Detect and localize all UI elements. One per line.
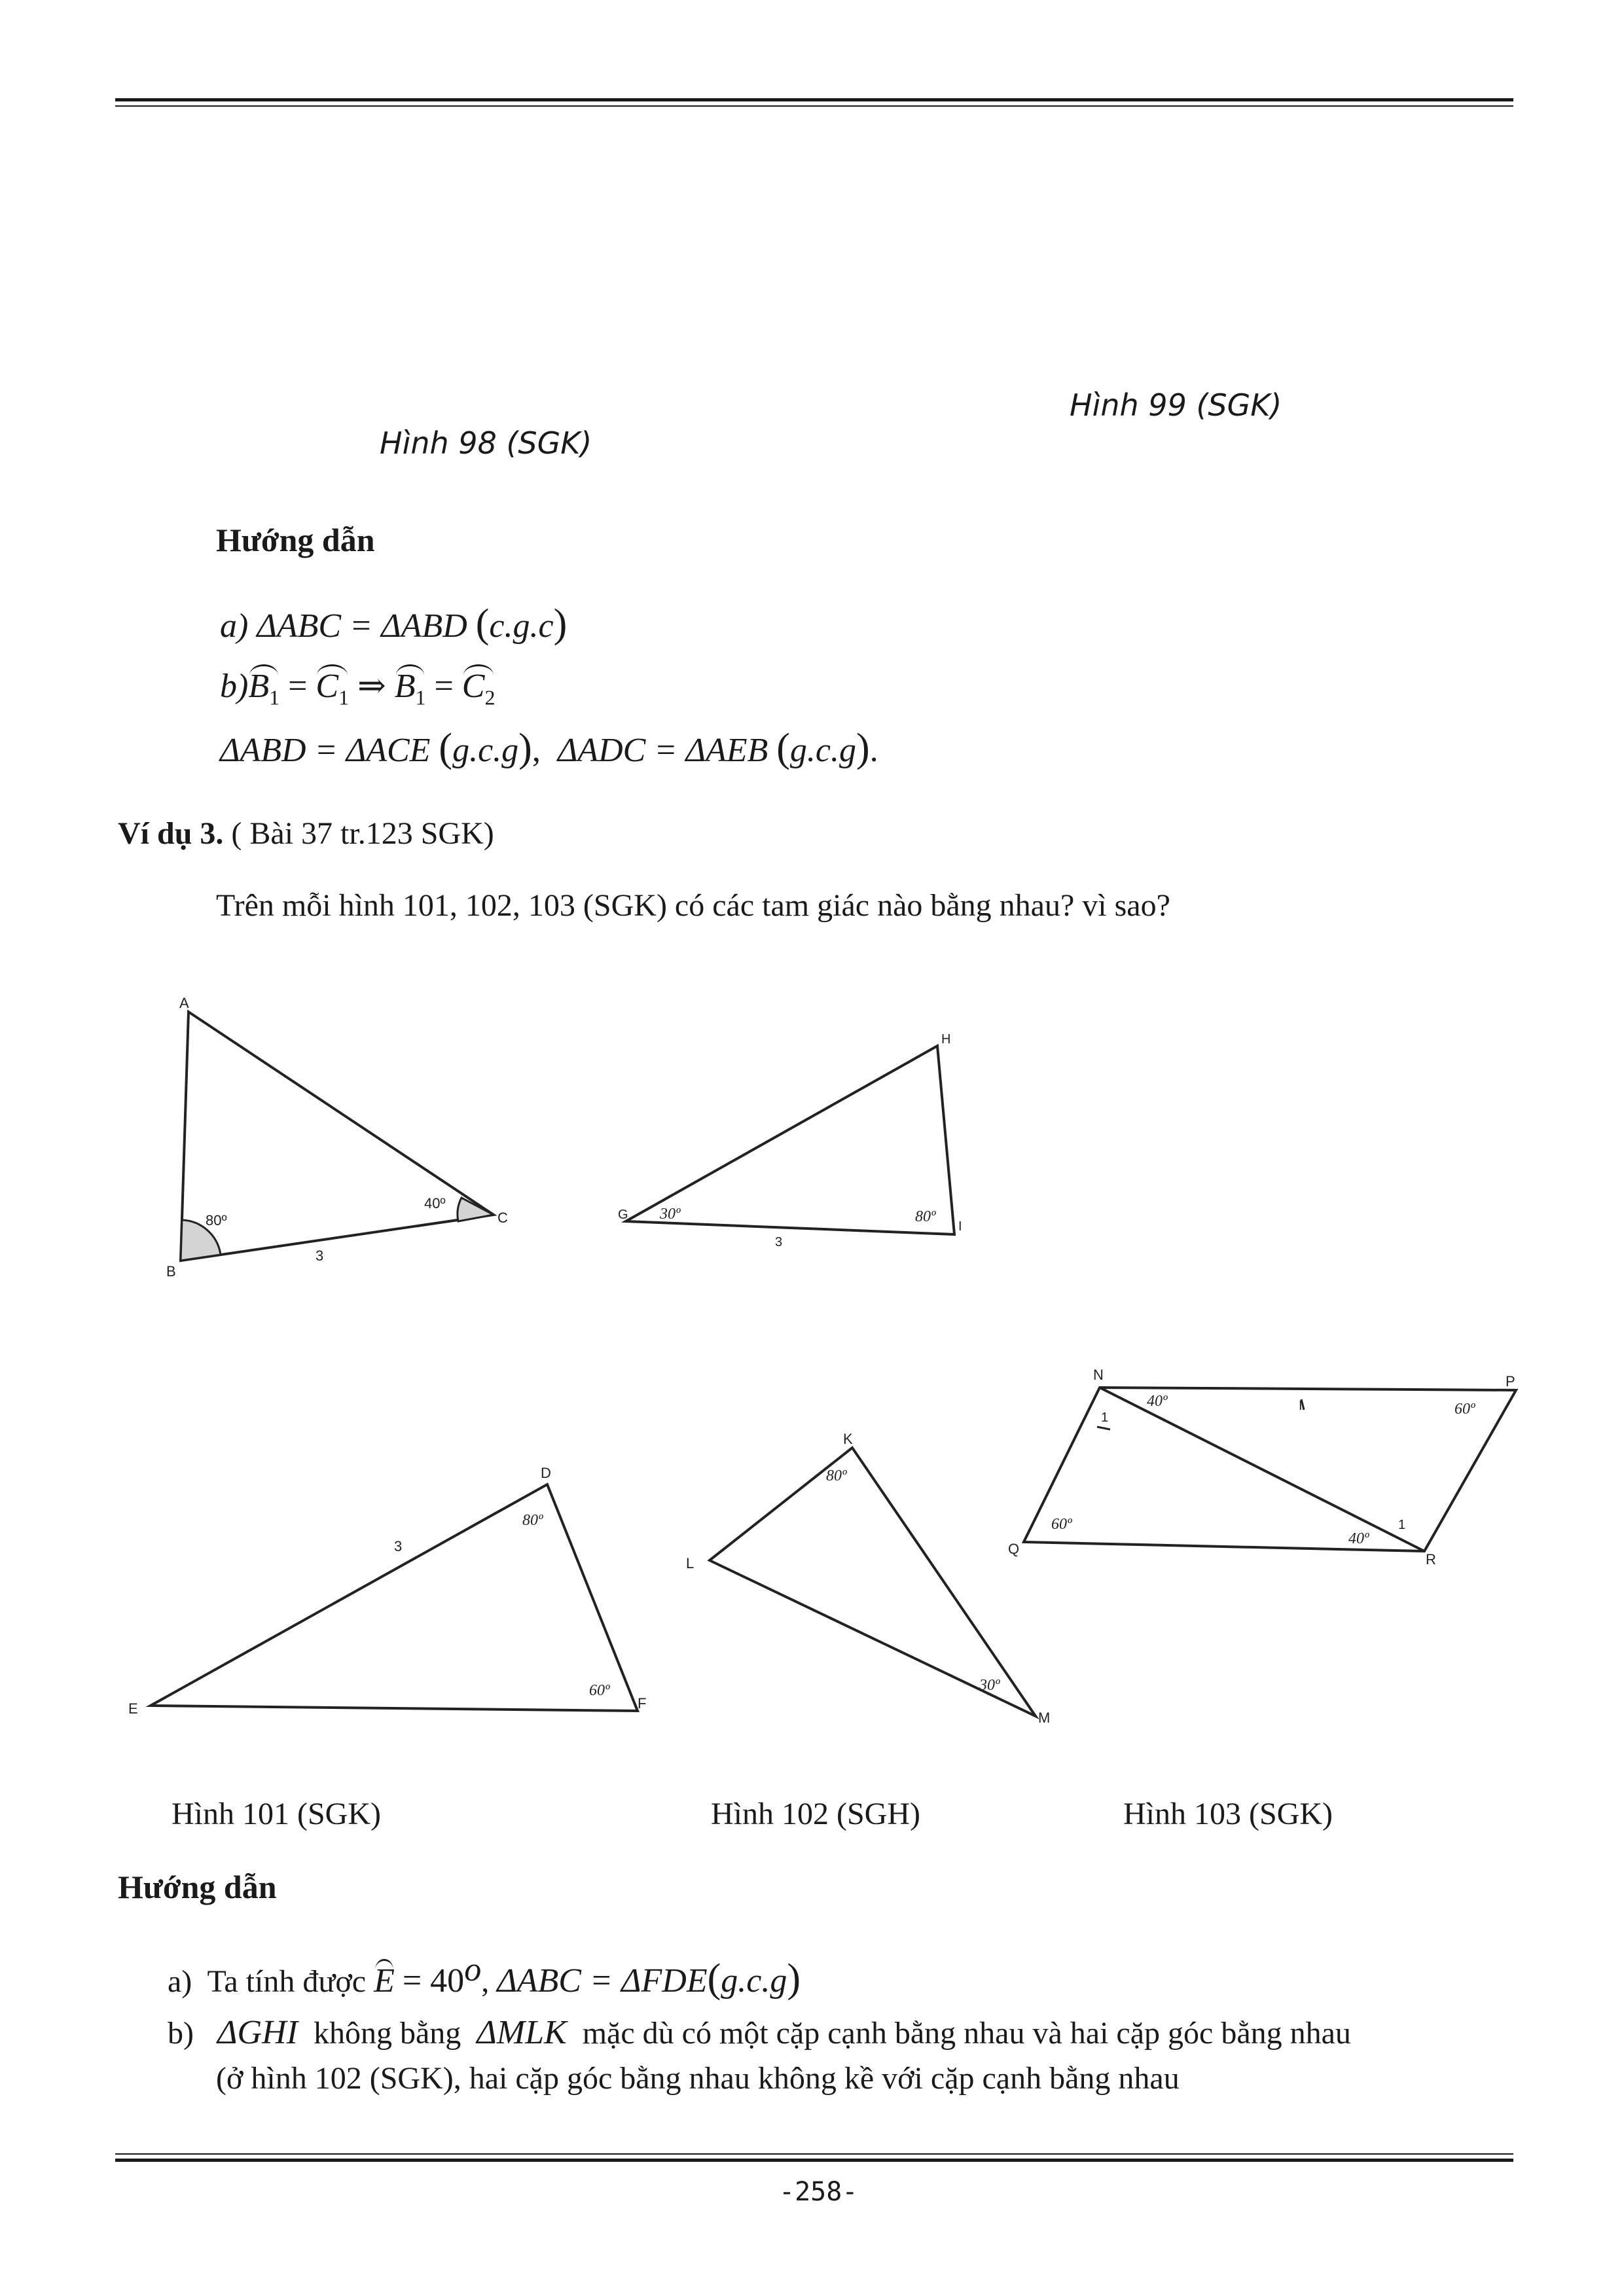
guide1-heading: Hướng dẫn <box>216 522 375 558</box>
b-text2: mặc dù có một cặp cạnh bằng nhau và hai cặp góc bằng nhau <box>582 2016 1351 2051</box>
line-c-eq1: ΔABD = ΔACE <box>220 732 431 769</box>
b-tri1: ΔGHI <box>217 2014 298 2051</box>
b-label: b) <box>168 2016 194 2051</box>
guide1-line-b: $b)B_1 = C_1$ ⇒ $B_1 = C_2$ <box>220 668 496 709</box>
caption-fig101: Hình 101 (SGK) <box>171 1797 381 1831</box>
mark-i: I <box>1299 1399 1303 1413</box>
angle-p: 60º <box>1454 1401 1475 1418</box>
label-h: H <box>941 1032 951 1047</box>
triangle-abc <box>181 1012 494 1261</box>
angle-c1: $C_1$ <box>316 668 350 709</box>
guide1-line-a: a) ΔABC = ΔABD (c.g.c) <box>220 601 568 646</box>
triangle-klm <box>710 1448 1036 1716</box>
label-b: B <box>166 1263 176 1280</box>
a-value: = 40 <box>402 1962 465 2000</box>
line-c-case2: g.c.g <box>789 732 856 769</box>
tick-nq <box>1097 1427 1110 1429</box>
label-c: C <box>497 1210 508 1226</box>
angle-c2: $C_2$ <box>461 668 496 709</box>
label-q: Q <box>1008 1541 1020 1557</box>
label-k: K <box>843 1431 853 1447</box>
a-label: a) <box>168 1964 192 1999</box>
label-f: F <box>638 1695 647 1712</box>
mark-n-1: 1 <box>1101 1410 1109 1425</box>
page-number: -258- <box>779 2177 858 2207</box>
guide2-line-a: a) Ta tính được $E = 40^o$, ΔABC = ΔFDE(g.c.g) <box>168 1951 801 2001</box>
example3-ref: ( Bài 37 tr.123 SGK) <box>231 816 494 851</box>
angle-e: E <box>374 1962 395 2000</box>
line-a-case: c.g.c <box>489 607 554 645</box>
angle-n: 40º <box>1147 1393 1168 1410</box>
line-a-label: a) <box>220 607 249 645</box>
label-a: A <box>179 995 189 1011</box>
angle-g: 30º <box>660 1206 681 1223</box>
label-r: R <box>1426 1551 1436 1568</box>
line-a-eq: ΔABC = ΔABD <box>257 607 467 645</box>
guide2-heading: Hướng dẫn <box>118 1869 277 1905</box>
diagonal-nr <box>1100 1388 1424 1551</box>
caption-fig103: Hình 103 (SGK) <box>1123 1797 1333 1831</box>
footer-rule-thin <box>115 2153 1513 2155</box>
guide1-line-c: ΔABD = ΔACE (g.c.g), ΔADC = ΔAEB (g.c.g). <box>220 726 878 770</box>
label-g: G <box>618 1208 628 1222</box>
b-tri2: ΔMLK <box>477 2014 567 2051</box>
quad-nprq <box>1024 1388 1516 1551</box>
label-i: I <box>958 1219 962 1234</box>
angle-b1: $B_1$ <box>248 668 280 709</box>
side-gi: 3 <box>775 1235 783 1249</box>
guide2-line-b2: (ở hình 102 (SGK), hai cặp góc bằng nhau không kề với cặp cạnh bằng nhau <box>216 2061 1180 2096</box>
angle-b1-2: $B_1$ <box>394 668 426 709</box>
a-deg: o <box>464 1951 482 1988</box>
angle-c: 40º <box>424 1195 446 1211</box>
example3-question: Trên mỗi hình 101, 102, 103 (SGK) có các tam giác nào bằng nhau? vì sao? <box>216 888 1170 923</box>
angle-m: 30º <box>979 1677 1000 1694</box>
a-case: g.c.g <box>721 1962 787 2000</box>
a-text: Ta tính được <box>207 1964 367 1999</box>
label-e: E <box>128 1700 138 1717</box>
label-p: P <box>1506 1373 1515 1390</box>
side-bc: 3 <box>316 1247 324 1264</box>
mark-r-1: 1 <box>1398 1518 1406 1532</box>
angle-b: 80º <box>206 1212 227 1229</box>
caption-fig99: Hình 99 (SGK) <box>1070 387 1282 423</box>
label-d: D <box>541 1465 551 1481</box>
label-l: L <box>686 1555 695 1571</box>
angle-k: 80º <box>826 1467 847 1484</box>
angle-i: 80º <box>915 1208 936 1225</box>
guide2-line-b <box>168 2013 1351 2052</box>
label-n: N <box>1093 1367 1104 1383</box>
angle-q: 60º <box>1051 1516 1072 1533</box>
example3-label: Ví dụ 3. <box>118 816 224 851</box>
angle-f: 60º <box>589 1682 610 1699</box>
angle-r: 40º <box>1348 1530 1369 1547</box>
caption-fig98: Hình 98 (SGK) <box>380 425 592 461</box>
a-eq: ΔABC = ΔFDE <box>497 1962 708 2000</box>
b-text1: không bằng <box>313 2016 461 2051</box>
triangle-def <box>151 1484 638 1711</box>
line-c-eq2: ΔADC = ΔAEB <box>557 732 768 769</box>
side-de: 3 <box>394 1538 403 1554</box>
line-b-label: b) <box>220 668 249 705</box>
line-c-case1: g.c.g <box>452 732 519 769</box>
angle-d: 80º <box>522 1512 543 1529</box>
caption-fig102: Hình 102 (SGH) <box>711 1797 920 1831</box>
footer-rule-thick <box>115 2159 1513 2162</box>
label-m: M <box>1038 1710 1051 1726</box>
